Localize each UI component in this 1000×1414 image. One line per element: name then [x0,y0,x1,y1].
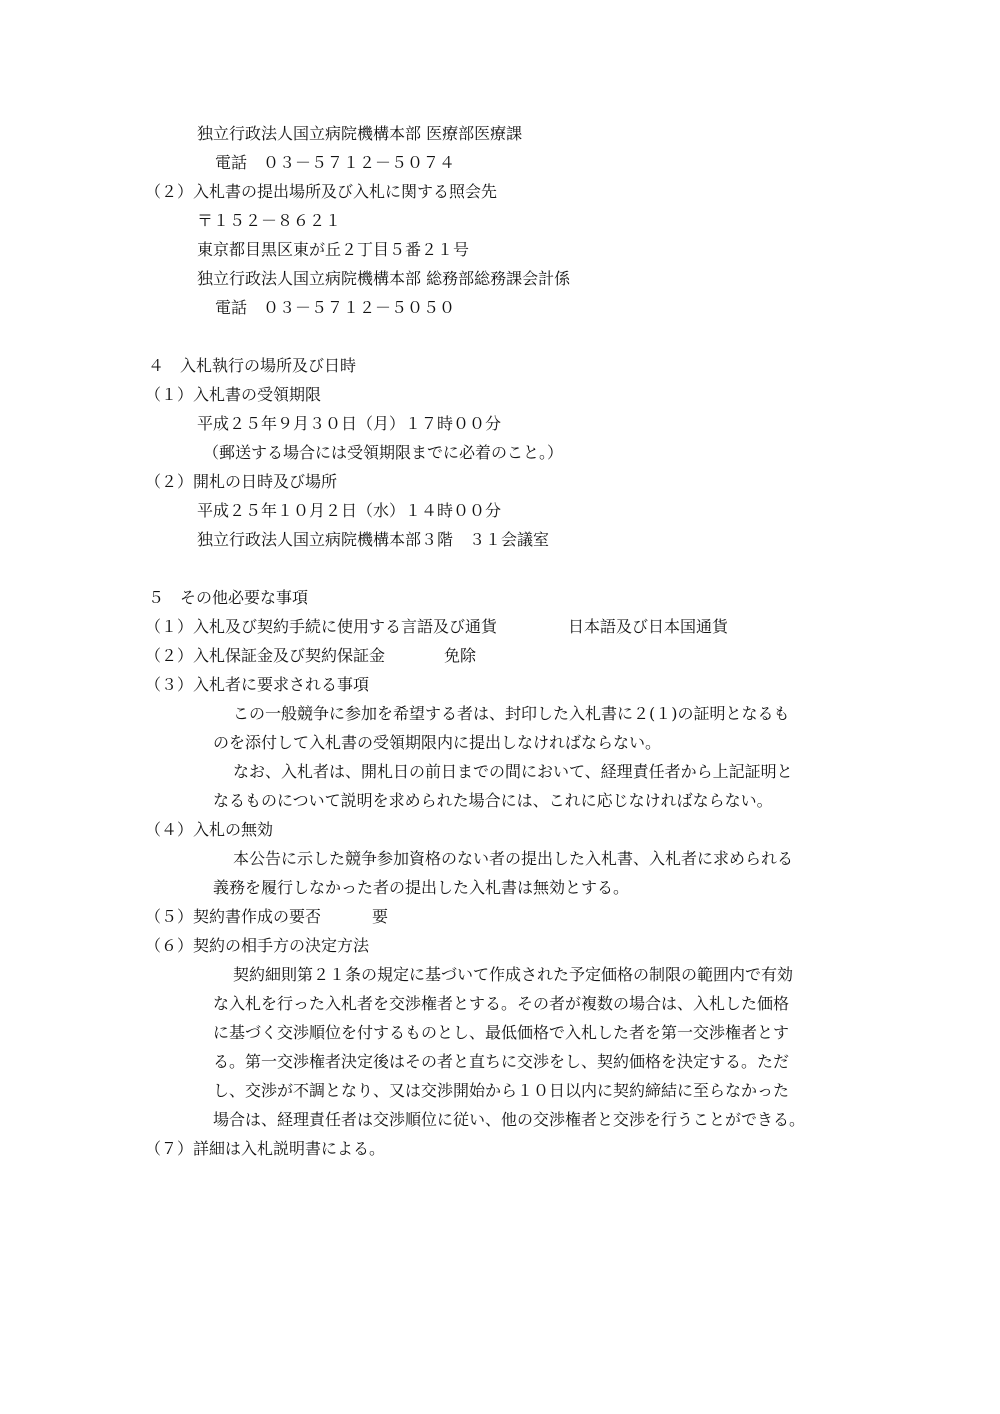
item-heading: （４）入札の無効 [145,820,274,839]
item-heading: （１）入札書の受領期限 [145,385,322,404]
paragraph-line: 本公告に示した競争参加資格のない者の提出した入札書、入札者に求められる [233,849,794,868]
opening-place: 独立行政法人国立病院機構本部３階 ３１会議室 [197,530,550,549]
paragraph-line: 義務を履行しなかった者の提出した入札書は無効とする。 [213,878,630,897]
opening-date: 平成２５年１０月２日（水）１４時００分 [197,501,502,520]
paragraph-line: 契約細則第２１条の規定に基づいて作成された予定価格の制限の範囲内で有効 [233,965,794,984]
item-heading: （５）契約書作成の要否 [145,907,322,926]
item-heading: （１）入札及び契約手続に使用する言語及び通貨 [145,617,498,636]
address: 東京都目黒区東が丘２丁目５番２１号 [197,240,470,259]
item-heading: （２）入札書の提出場所及び入札に関する照会先 [145,182,498,201]
paragraph-line: なるものについて説明を求められた場合には、これに応じなければならない。 [213,791,773,810]
deadline-note: （郵送する場合には受領期限までに必着のこと。） [203,443,564,462]
postal-code: 〒１５２－８６２１ [197,211,342,230]
item-heading: （６）契約の相手方の決定方法 [145,936,370,955]
item-value: 要 [372,907,389,926]
paragraph-line: この一般競争に参加を希望する者は、封印した入札書に２(１)の証明となるも [233,704,790,723]
paragraph-line: し、交渉が不調となり、又は交渉開始から１０日以内に契約締結に至らなかった [213,1081,790,1100]
paragraph-line: に基づく交渉順位を付するものとし、最低価格で入札した者を第一交渉権者とす [213,1023,790,1042]
paragraph-line: な入札を行った入札者を交渉権者とする。その者が複数の場合は、入札した価格 [213,994,790,1013]
contact-medical-phone: 電話 ０３－５７１２－５０７４ [215,153,456,172]
contact-general-org: 独立行政法人国立病院機構本部 総務部総務課会計係 [197,269,571,288]
item-heading: （２）入札保証金及び契約保証金 [145,646,386,665]
paragraph-line: のを添付して入札書の受領期限内に提出しなければならない。 [213,733,662,752]
section-title: ５ その他必要な事項 [148,588,309,607]
paragraph-line: る。第一交渉権者決定後はその者と直ちに交渉をし、契約価格を決定する。ただ [213,1052,790,1071]
item-value: 日本語及び日本国通貨 [568,617,729,636]
paragraph-line: なお、入札者は、開札日の前日までの間において、経理責任者から上記証明と [233,762,793,781]
item-heading: （３）入札者に要求される事項 [145,675,370,694]
section-title: ４ 入札執行の場所及び日時 [148,356,357,375]
contact-general-phone: 電話 ０３－５７１２－５０５０ [215,298,456,317]
paragraph-line: 場合は、経理責任者は交渉順位に従い、他の交渉権者と交渉を行うことができる。 [213,1110,806,1129]
contact-medical-org: 独立行政法人国立病院機構本部 医療部医療課 [197,124,523,143]
item-heading: （７）詳細は入札説明書による。 [145,1139,386,1158]
deadline-date: 平成２５年９月３０日（月）１７時００分 [197,414,502,433]
item-value: 免除 [444,646,477,665]
item-heading: （２）開札の日時及び場所 [145,472,338,491]
